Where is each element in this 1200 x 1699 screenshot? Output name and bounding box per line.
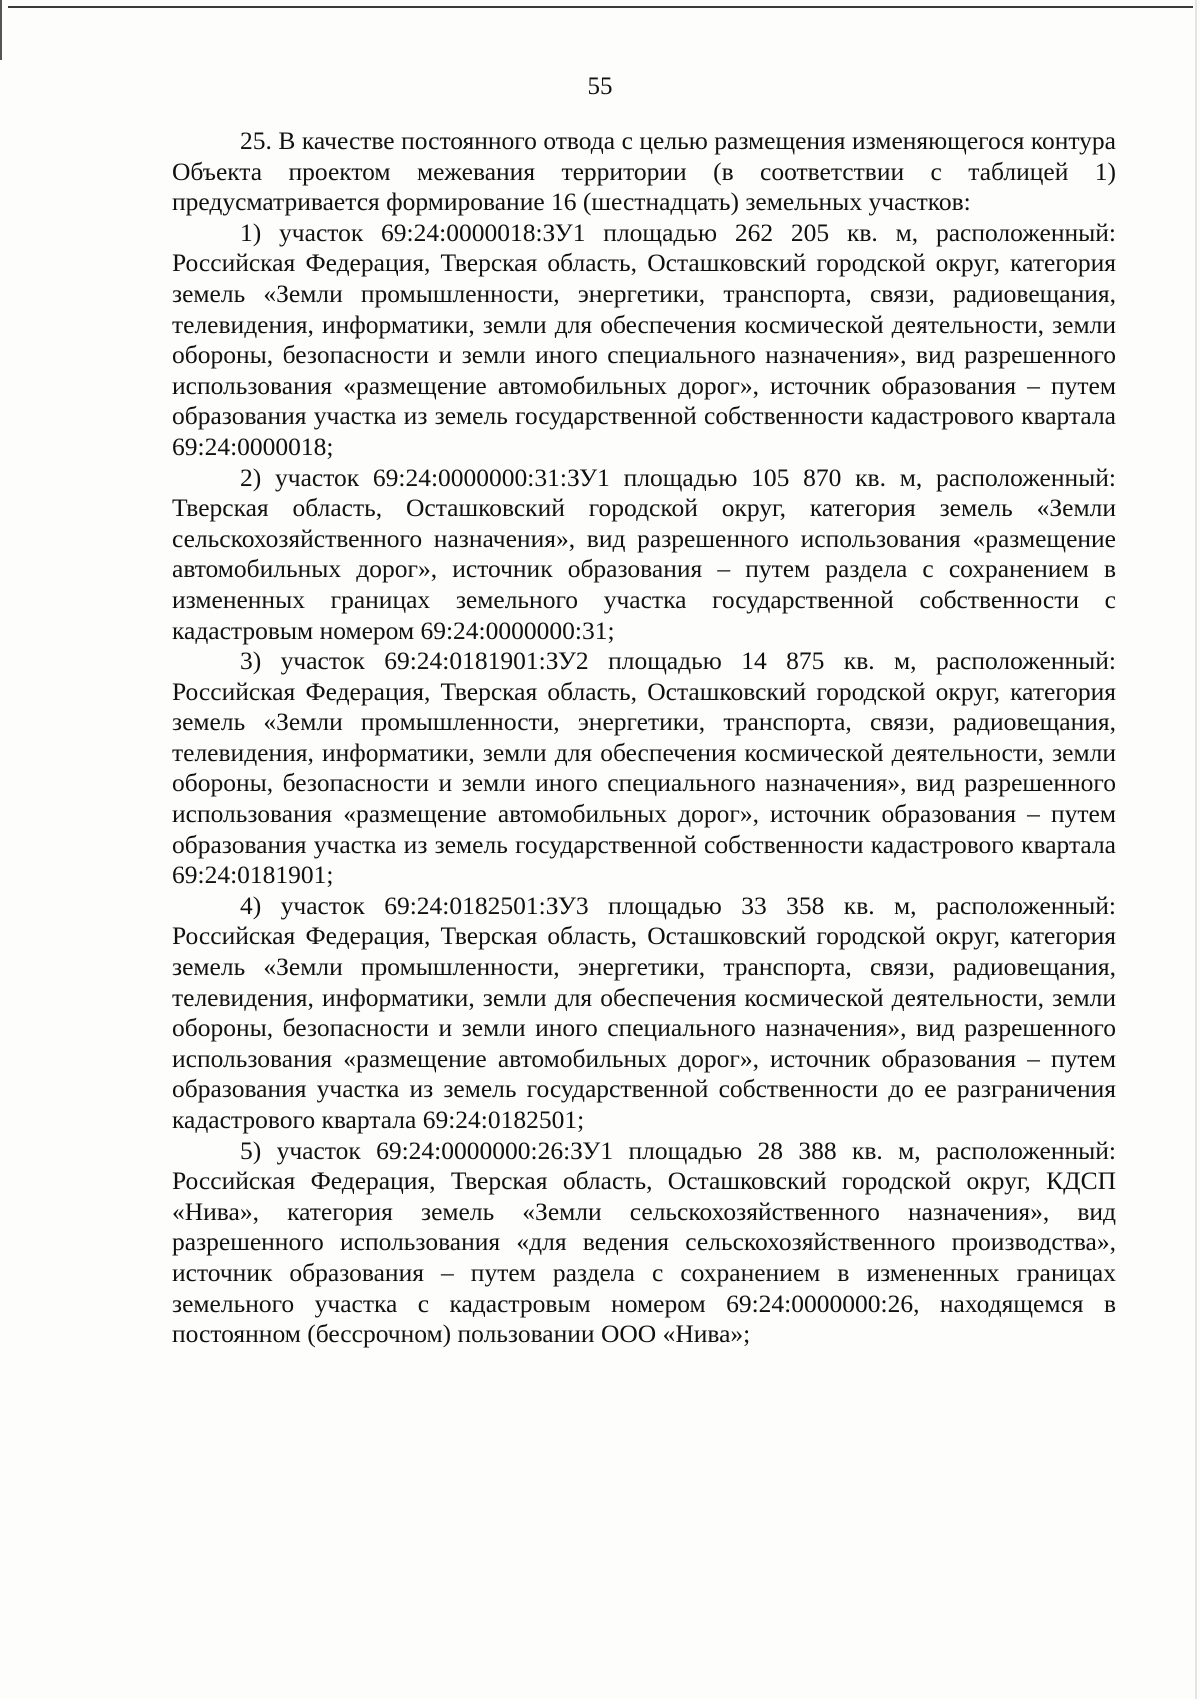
scan-edge-left: [0, 0, 2, 60]
page-number: 55: [587, 73, 613, 100]
paragraph-item-25: 25. В качестве постоянного отвода с целью размещения изменяющегося контура Объекта проектом межевания территории (в соответствии с таблицей 1) предусматривается формирование 16 (шестнадцать) земельных участков:: [172, 126, 1116, 217]
list-item-1: 1) участок 69:24:0000018:ЗУ1 площадью 262 205 кв. м, расположенный: Российская Федерация, Тверская область, Осташковский городской округ, категория земель «Земли промышленности, энергетики, транспорта, связи, радиовещания, телевидения, информатики, земли для обеспечения космической деятельности, земли обороны, безопасности и земли иного специального назначения», вид разрешенного использования «размещение автомобильных дорог», источник образования – путем образования участка из земель государственной собственности кадастрового квартала 69:24:0000018;: [172, 217, 1116, 461]
list-item-4: 4) участок 69:24:0182501:ЗУ3 площадью 33 358 кв. м, расположенный: Российская Федерация, Тверская область, Осташковский городской округ, категория земель «Земли промышленности, энергетики, транспорта, связи, радиовещания, телевидения, информатики, земли для обеспечения космической деятельности, земли обороны, безопасности и земли иного специального назначения», вид разрешенного использования «размещение автомобильных дорог», источник образования – путем образования участка из земель государственной собственности до ее разграничения кадастрового квартала 69:24:0182501;: [172, 890, 1116, 1134]
scan-edge-top: [8, 6, 1193, 8]
list-item-5: 5) участок 69:24:0000000:26:ЗУ1 площадью 28 388 кв. м, расположенный: Российская Федерация, Тверская область, Осташковский городской округ, КДСП «Нива», категория земель «Земли сельскохозяйственного назначения», вид разрешенного использования «для ведения сельскохозяйственного производства», источник образования – путем раздела с сохранением в измененных границах земельного участка с кадастровым номером 69:24:0000000:26, находящемся в постоянном (бессрочном) пользовании ООО «Нива»;: [172, 1135, 1116, 1349]
document-body: [172, 126, 1116, 1350]
list-item-2: 2) участок 69:24:0000000:31:ЗУ1 площадью 105 870 кв. м, расположенный: Тверская область, Осташковский городской округ, категория земель «Земли сельскохозяйственного назначения», вид разрешенного использования «размещение автомобильных дорог», источник образования – путем раздела с сохранением в измененных границах земельного участка государственной собственности с кадастровым номером 69:24:0000000:31;: [172, 462, 1116, 645]
list-item-3: 3) участок 69:24:0181901:ЗУ2 площадью 14 875 кв. м, расположенный: Российская Федерация, Тверская область, Осташковский городской округ, категория земель «Земли промышленности, энергетики, транспорта, связи, радиовещания, телевидения, информатики, земли для обеспечения космической деятельности, земли обороны, безопасности и земли иного специального назначения», вид разрешенного использования «размещение автомобильных дорог», источник образования – путем образования участка из земель государственной собственности кадастрового квартала 69:24:0181901;: [172, 646, 1116, 890]
scan-edge-right: [1195, 0, 1197, 1699]
